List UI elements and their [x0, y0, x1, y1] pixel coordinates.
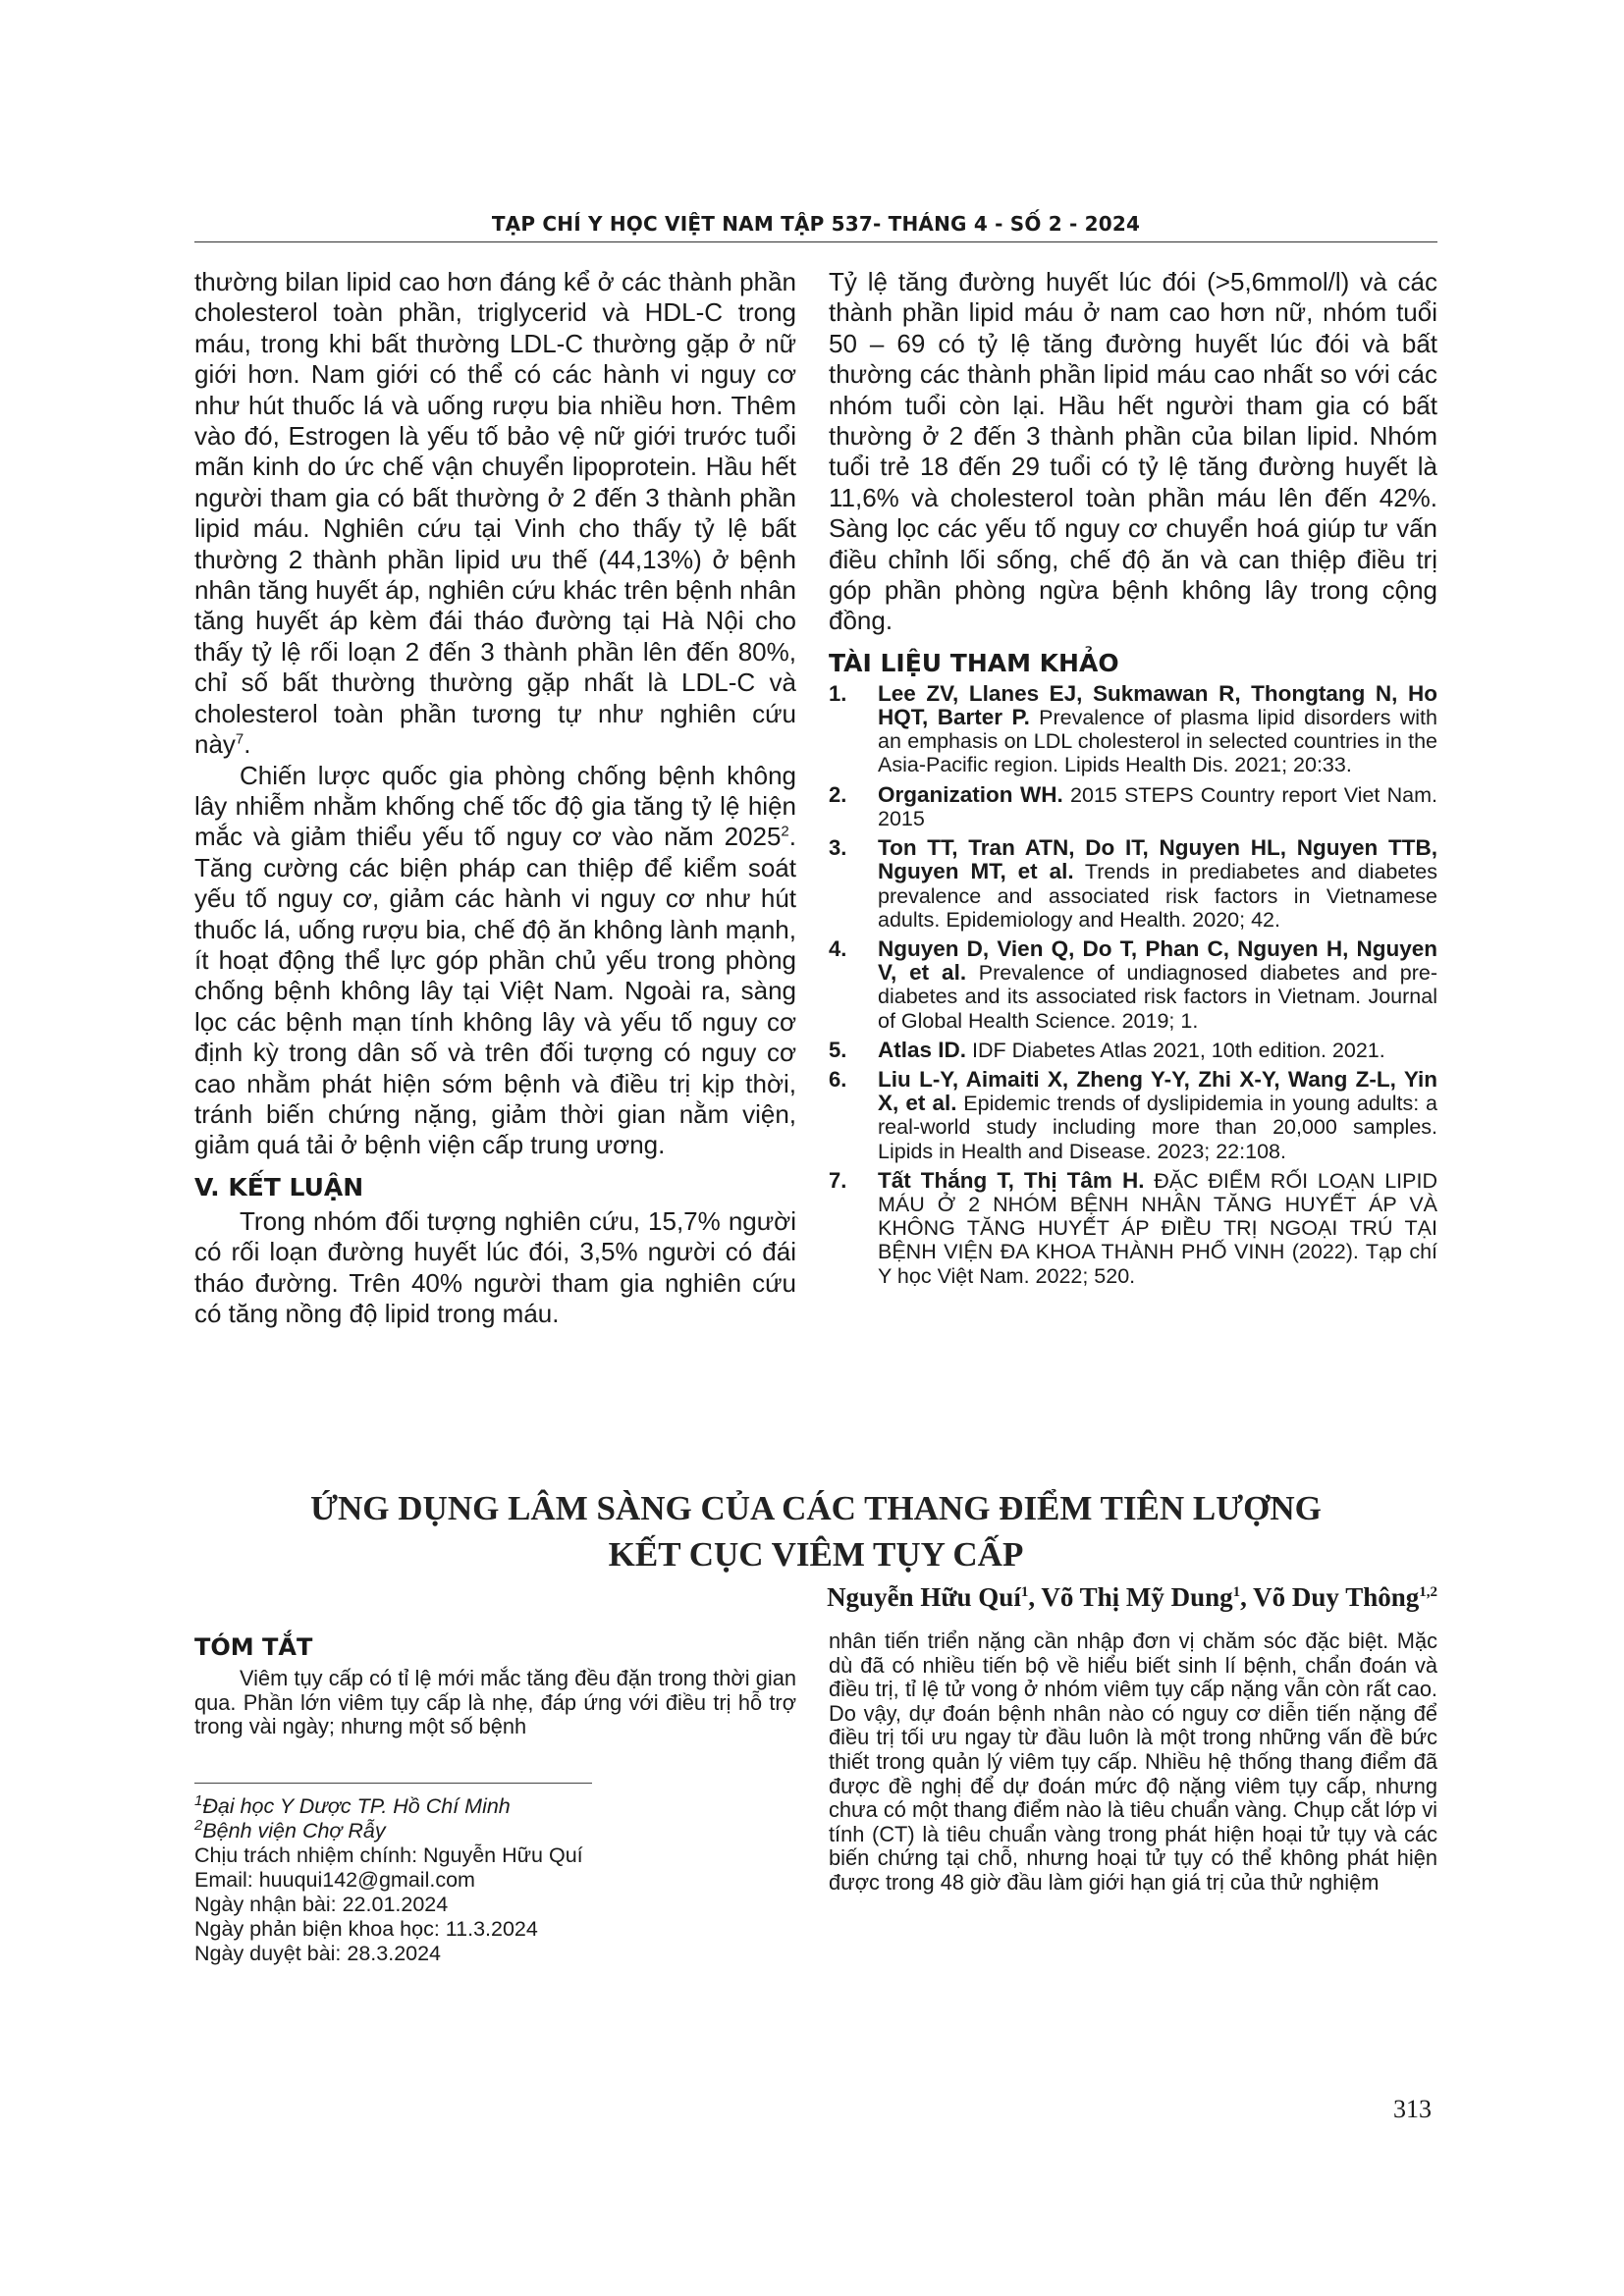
reference-list [829, 682, 1437, 1288]
conclusion-paragraph: Trong nhóm đối tượng nghiên cứu, 15,7% người có rối loạn đường huyết lúc đói, 3,5% người có đái tháo đường. Trên 40% người tham gia nghiên cứu có tăng nồng độ lipid trong máu. [194, 1205, 796, 1328]
affiliation-1: $^1$Đại học Y Dược TP. Hồ Chí Minh [194, 1791, 511, 1818]
corresponding-author: Chịu trách nhiệm chính: Nguyễn Hữu Quí [194, 1843, 583, 1867]
page-number: 313 [1393, 2095, 1432, 2123]
author-name: Võ Thị Mỹ Dung [1041, 1582, 1233, 1612]
reference-item: 6. Liu L-Y, Aimaiti X, Zheng Y-Y, Zhi X-Y, Wang Z-L, Yin X, et al. Epidemic trends of dyslipidemia in young adults: a real-world study including more than 20,000 samples. Lipids in Health and Disease. 2023; 22:108. [829, 1066, 1437, 1163]
right-column [829, 267, 1437, 1294]
abstract-heading: TÓM TẮT [194, 1633, 313, 1661]
author-line: Nguyễn Hữu Quí$^1$, Võ Thị Mỹ Dung$^1$, Võ Duy Thông$^{1,2}$ [827, 1582, 1437, 1612]
footnote-divider [194, 1783, 592, 1784]
footnotes [194, 1791, 796, 1966]
email-line: Email: huuqui142@gmail.com [194, 1868, 475, 1892]
author-name: Võ Duy Thông [1253, 1582, 1420, 1612]
reference-item: 4. Nguyen D, Vien Q, Do T, Phan C, Nguyen H, Nguyen V, et al. Prevalence of undiagnosed diabetes and pre-diabetes and its associated risk factors in Vietnam. Journal of Global Health Science. 2019; 1. [829, 935, 1438, 1033]
conclusion-continued: Tỷ lệ tăng đường huyết lúc đói (>5,6mmol/l) và các thành phần lipid máu ở nam cao hơn nữ, nhóm tuổi 50 – 69 có tỷ lệ tăng đường huyết lúc đói và bất thường các thành phần lipid máu cao nhất so với các nhóm tuổi còn lại. Hầu hết người tham gia có bất thường ở 2 đến 3 thành phần của bilan lipid. Nhóm tuổi trẻ 18 đến 29 tuổi có tỷ lệ tăng đường huyết là 11,6% và cholesterol toàn phần máu lên đến 42%. Sàng lọc các yếu tố nguy cơ chuyển hoá giúp tư vấn điều chỉnh lối sống, chế độ ăn và can thiệp điều trị góp phần phòng ngừa bệnh không lây trong cộng đồng. [829, 267, 1437, 636]
abstract-left [194, 1631, 796, 1739]
citation-superscript: 2 [781, 823, 789, 840]
left-column [194, 267, 796, 1329]
references-title: TÀI LIỆU THAM KHẢO [829, 648, 1119, 677]
section-title-conclusion: V. KẾT LUẬN [194, 1172, 364, 1201]
received-date: Ngày nhận bài: 22.01.2024 [194, 1893, 449, 1916]
article-title-line: ỨNG DỤNG LÂM SÀNG CỦA CÁC THANG ĐIỂM TIÊN LƯỢNG [310, 1489, 1322, 1527]
strategy-paragraph: Chiến lược quốc gia phòng chống bệnh không lây nhiễm nhằm khống chế tốc độ gia tăng tỷ lệ hiện mắc và giảm thiểu yếu tố nguy cơ vào năm 2025$^2$. Tăng cường các biện pháp can thiệp để kiểm soát yếu tố nguy cơ, giảm các hành vi nguy cơ như hút thuốc lá, uống rượu bia, chế độ ăn không lành mạnh, ít hoạt động thể lực góp phần chủ yếu trong phòng chống bệnh không lây tại Việt Nam. Ngoài ra, sàng lọc các bệnh mạn tính không lây và yếu tố nguy cơ định kỳ trong dân số và trên đối tượng có nguy cơ cao nhằm phát hiện sớm bệnh và điều trị kịp thời, tránh biến chứng nặng, giảm thời gian nằm viện, giảm quá tải ở bệnh viện cấp trung ương. [194, 760, 796, 1160]
reference-item: 2. Organization WH. 2015 STEPS Country report Viet Nam. 2015 [829, 781, 1437, 830]
review-date: Ngày phản biện khoa học: 11.3.2024 [194, 1917, 538, 1941]
header-divider [194, 241, 1437, 242]
affiliation-2: $^2$Bệnh viện Chợ Rẫy [194, 1816, 386, 1842]
abstract-right: nhân tiến triển nặng cần nhập đơn vị chăm sóc đặc biệt. Mặc dù đã có nhiều tiến bộ về hiểu biết sinh lí bệnh, chẩn đoán và điều trị, tỉ lệ tử vong ở nhóm viêm tụy cấp nặng vẫn còn rất cao. Do vậy, dự đoán bệnh nhân nào có nguy cơ diễn tiến nặng để điều trị tối ưu ngay từ đầu luôn là một trong những vấn đề bức thiết trong quản lý viêm tụy cấp. Nhiều hệ thống thang điểm đã được đề nghị để dự đoán mức độ nặng viêm tụy cấp, nhưng chưa có một thang điểm nào là tiêu chuẩn vàng. Chụp cắt lớp vi tính (CT) là tiêu chuẩn vàng trong phát hiện hoại tử tụy và các biến chứng tại chỗ, nhưng hoại tử tụy có thể không phát hiện được trong 48 giờ đầu làm giới hạn giá trị của thử nghiệm [829, 1629, 1437, 1895]
citation-superscript: 7 [235, 730, 244, 748]
journal-header: TẠP CHÍ Y HỌC VIỆT NAM TẬP 537- THÁNG 4 - SỐ 2 - 2024 [491, 212, 1141, 236]
reference-item: 1. Lee ZV, Llanes EJ, Sukmawan R, Thongtang N, Ho HQT, Barter P. Prevalence of plasma lipid disorders with an emphasis on LDL cholesterol in selected countries in the Asia-Pacific region. Lipids Health Dis. 2021; 20:33. [829, 680, 1437, 777]
article-title [194, 1485, 1437, 1577]
reference-item: 7. Tất Thắng T, Thị Tâm H. ĐẶC ĐIỂM RỐI LOẠN LIPID MÁU Ở 2 NHÓM BỆNH NHÂN TĂNG HUYẾT ÁP VÀ KHÔNG TĂNG HUYẾT ÁP ĐIỀU TRỊ NGOẠI TRÚ TẠI BỆNH VIỆN ĐA KHOA THÀNH PHỐ VINH (2022). Tạp chí Y học Việt Nam. 2022; 520. [829, 1167, 1437, 1288]
reference-item: 5. Atlas ID. IDF Diabetes Atlas 2021, 10th edition. 2021. [829, 1037, 1385, 1062]
reference-item: 3. Ton TT, Tran ATN, Do IT, Nguyen HL, Nguyen TTB, Nguyen MT, et al. Trends in prediabetes and diabetes prevalence and associated risk factors in Vietnamese adults. Epidemiology and Health. 2020; 42. [829, 835, 1437, 932]
author-name: Nguyễn Hữu Quí [827, 1582, 1021, 1612]
abstract-text: Viêm tụy cấp có tỉ lệ mới mắc tăng đều đặn trong thời gian qua. Phần lớn viêm tụy cấp là nhẹ, đáp ứng với điều trị hỗ trợ trong vài ngày; nhưng một số bệnh [194, 1666, 796, 1739]
accepted-date: Ngày duyệt bài: 28.3.2024 [194, 1942, 442, 1965]
article-title-line: KẾT CỤC VIÊM TỤY CẤP [608, 1535, 1024, 1574]
discussion-paragraph: thường bilan lipid cao hơn đáng kể ở các thành phần cholesterol toàn phần, triglycerid và HDL-C trong máu, trong khi bất thường LDL-C thường gặp ở nữ giới hơn. Nam giới có thể có các hành vi nguy cơ như hút thuốc lá và uống rượu bia nhiều hơn. Thêm vào đó, Estrogen là yếu tố bảo vệ nữ giới trước tuổi mãn kinh do ức chế vận chuyển lipoprotein. Hầu hết người tham gia có bất thường ở 2 đến 3 thành phần lipid máu. Nghiên cứu tại Vinh cho thấy tỷ lệ bất thường 2 thành phần lipid ưu thế (44,13%) ở bệnh nhân tăng huyết áp, nghiên cứu khác trên bệnh nhân tăng huyết áp kèm đái tháo đường tại Hà Nội cho thấy tỷ lệ rối loạn 2 đến 3 thành phần lên đến 80%, chỉ số bất thường thường gặp nhất là LDL-C và cholesterol toàn phần tương tự như nghiên cứu này$^7$. [194, 267, 796, 760]
